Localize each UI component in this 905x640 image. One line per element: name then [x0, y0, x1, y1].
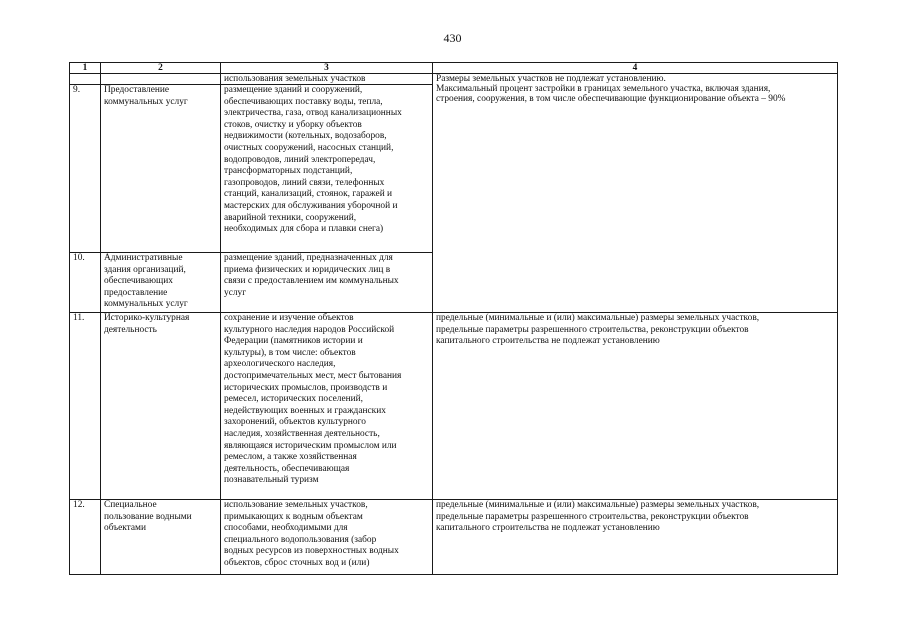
row-10-num: 10.	[70, 253, 101, 313]
column-header-2: 2	[101, 63, 221, 74]
row-9-params: Максимальный процент застройки в границах земельного участка, включая здания, строения, сооружения, в том числе обеспечивающие функционирование объекта – 90%	[436, 84, 786, 104]
land-use-table	[69, 62, 838, 575]
page-number: 430	[443, 31, 462, 45]
table-row	[70, 500, 838, 575]
row-11-name: Историко-культурная деятельность	[101, 313, 221, 500]
row-11-num: 11.	[70, 313, 101, 500]
row-11-params: предельные (минимальные и (или) максимальные) размеры земельных участков, предельные параметры разрешенного строительства, реконструкции объектов капитального строительства не подлежат установлению	[433, 313, 838, 500]
row-10-name: Административные здания организаций, обеспечивающих предоставление коммунальных услуг	[101, 253, 221, 313]
continuation-num-cell	[70, 74, 101, 85]
row-9-description: размещение зданий и сооружений, обеспечивающих поставку воды, тепла, электричества, газа, отвод канализационных стоков, очистку и уборку объектов недвижимости (котельных, водозаборов, очистных сооружений, насосных станций, водопроводов, линий электропередач, трансформаторных подстанций, газопроводов, линий связи, телефонных станций, канализаций, стоянок, гаражей и мастерских для обслуживания уборочной и аварийной техники, сооружений, необходимых для сбора и плавки снега)	[221, 85, 433, 253]
continuation-name-cell	[101, 74, 221, 85]
row-9-name: Предоставление коммунальных услуг	[101, 85, 221, 253]
row-11-description: сохранение и изучение объектов культурного наследия народов Российской Федерации (памятников истории и культуры), в том числе: объектов археологического наследия, достопримечательных мест, мест бытования исторических промыслов, производств и ремесел, исторических поселений, недействующих военных и гражданских захоронений, объектов культурного наследия, хозяйственная деятельность, являющаяся историческим промыслом или ремеслом, а также хозяйственная деятельность, обеспечивающая познавательный туризм	[221, 313, 433, 500]
continuation-params: Размеры земельных участков не подлежат установлению.	[436, 74, 666, 84]
params-cell-merged	[433, 74, 838, 313]
row-12-params: предельные (минимальные и (или) максимальные) размеры земельных участков, предельные параметры разрешенного строительства, реконструкции объектов капитального строительства не подлежат установлению	[433, 500, 838, 575]
continuation-description: использования земельных участков	[221, 74, 433, 85]
header-row	[70, 63, 838, 74]
row-12-name: Специальное пользование водными объектами	[101, 500, 221, 575]
column-header-4: 4	[433, 63, 838, 74]
row-9-num: 9.	[70, 85, 101, 253]
row-12-description: использование земельных участков, примыкающих к водным объектам способами, необходимыми для специального водопользования (забор водных ресурсов из поверхностных водных объектов, сброс сточных вод и (или)	[221, 500, 433, 575]
column-header-3: 3	[221, 63, 433, 74]
row-10-description: размещение зданий, предназначенных для приема физических и юридических лиц в связи с предоставлением им коммунальных услуг	[221, 253, 433, 313]
column-header-1: 1	[70, 63, 101, 74]
continuation-row	[70, 74, 838, 85]
row-12-num: 12.	[70, 500, 101, 575]
table-row	[70, 313, 838, 500]
